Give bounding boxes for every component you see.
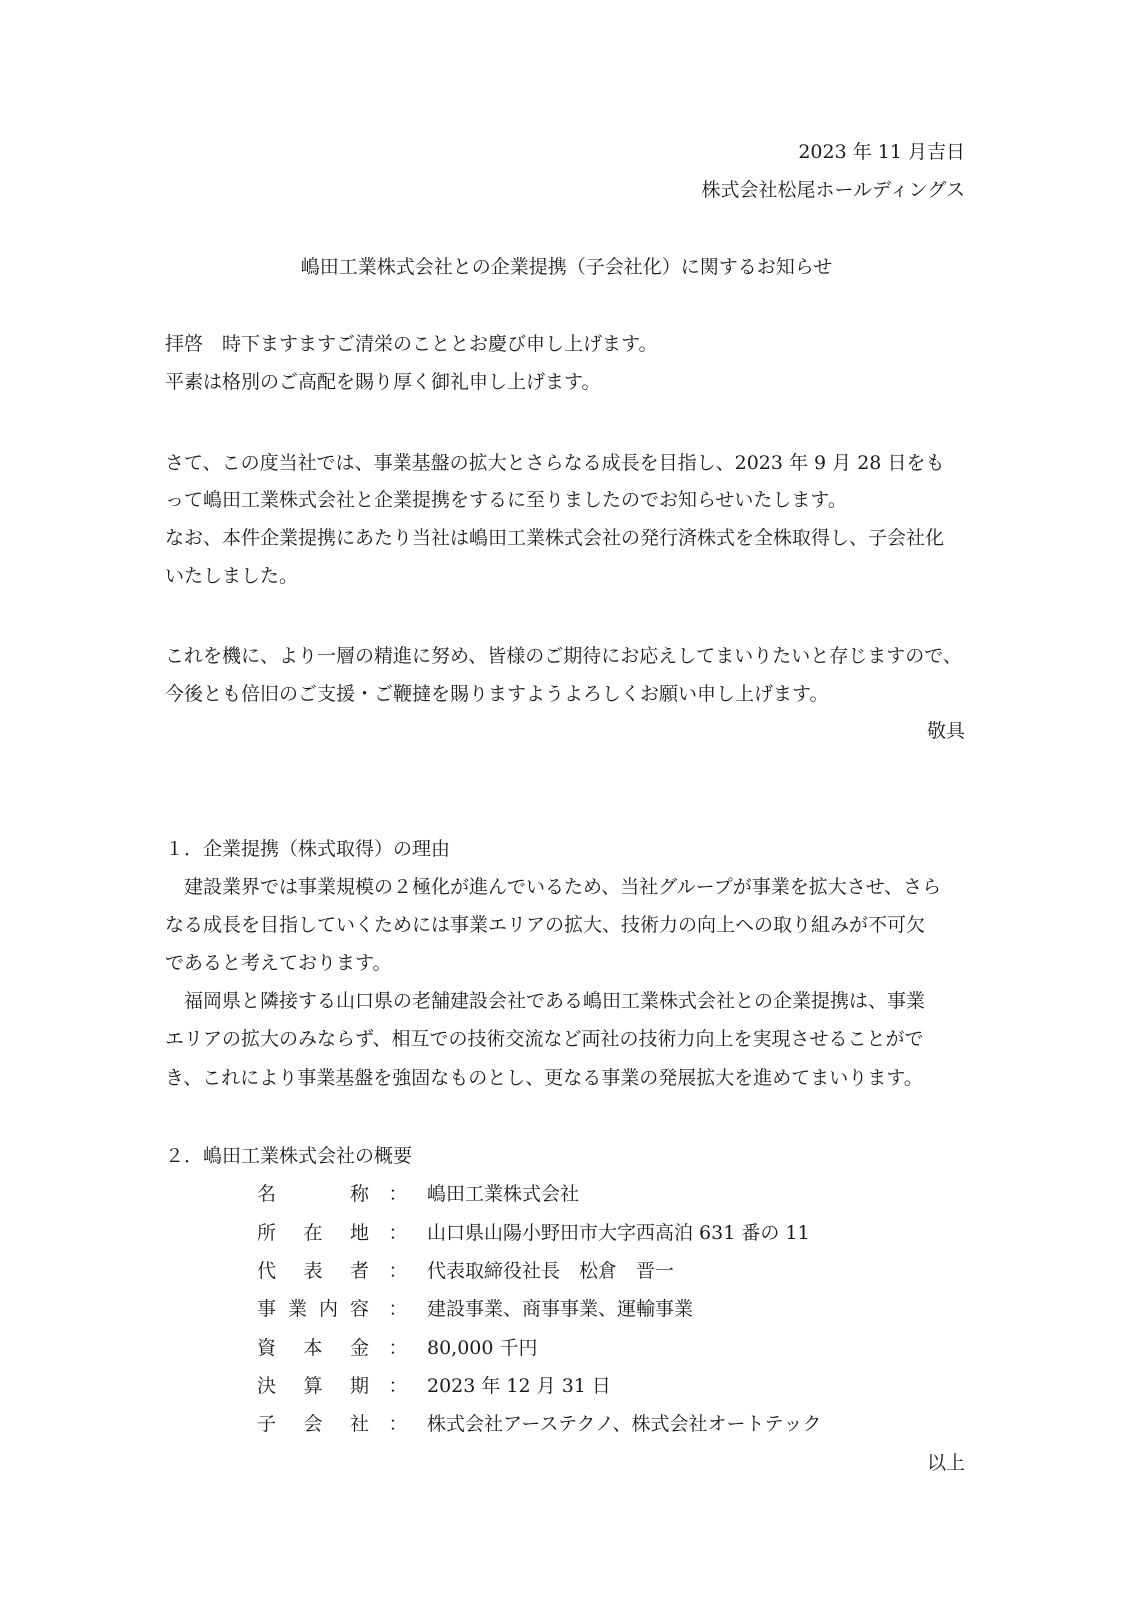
overview-label: 資本金 bbox=[257, 1337, 369, 1359]
overview-separator: ： bbox=[388, 1260, 408, 1282]
overview-row-fiscal bbox=[257, 1373, 611, 1399]
overview-separator: ： bbox=[388, 1298, 408, 1320]
section1-line-3: であると考えております。 bbox=[165, 952, 392, 974]
overview-value: 代表取締役社長 松倉 晋一 bbox=[427, 1260, 675, 1282]
body1-line-2: って嶋田工業株式会社と企業提携をするに至りましたのでお知らせいたします。 bbox=[165, 489, 847, 511]
section1-line-2: なる成長を目指していくためには事業エリアの拡大、技術力の向上への取り組みが不可欠 bbox=[165, 914, 926, 936]
overview-value: 2023 年 12 月 31 日 bbox=[427, 1375, 611, 1397]
overview-label: 決算期 bbox=[257, 1375, 369, 1397]
overview-row-capital bbox=[257, 1335, 538, 1361]
overview-label: 代表者 bbox=[257, 1260, 369, 1282]
greeting-line-1: 拝啓 時下ますますご清栄のこととお慶び申し上げます。 bbox=[165, 333, 658, 355]
overview-separator: ： bbox=[388, 1183, 408, 1205]
section1-line-4: 福岡県と隣接する山口県の老舗建設会社である嶋田工業株式会社との企業提携は、事業 bbox=[165, 990, 926, 1012]
overview-row-subsidiaries bbox=[257, 1411, 821, 1437]
overview-value: 80,000 千円 bbox=[427, 1337, 538, 1359]
greeting-line-2: 平素は格別のご高配を賜り厚く御礼申し上げます。 bbox=[165, 371, 601, 393]
ending-ijou: 以上 bbox=[926, 1452, 965, 1474]
section2-heading: ２．嶋田工業株式会社の概要 bbox=[165, 1145, 413, 1167]
overview-row-name bbox=[257, 1181, 579, 1207]
body2-line-1: これを機に、より一層の精進に努め、皆様のご期待にお応えしてまいりたいと存じますので、 bbox=[165, 645, 962, 667]
issuer-company: 株式会社松尾ホールディングス bbox=[701, 179, 965, 201]
body2-line-2: 今後とも倍旧のご支援・ご鞭撻を賜りますようよろしくお願い申し上げます。 bbox=[165, 683, 829, 705]
document-date: 2023 年 11 月吉日 bbox=[798, 141, 965, 163]
overview-value: 山口県山陽小野田市大字西高泊 631 番の 11 bbox=[427, 1222, 810, 1244]
overview-label: 名称 bbox=[257, 1183, 369, 1205]
closing-keigu: 敬具 bbox=[926, 720, 965, 742]
overview-row-representative bbox=[257, 1258, 674, 1284]
overview-separator: ： bbox=[388, 1375, 408, 1397]
overview-value: 建設事業、商事事業、運輸事業 bbox=[427, 1298, 694, 1320]
overview-value: 株式会社アーステクノ、株式会社オートテック bbox=[427, 1413, 822, 1435]
section1-line-1: 建設業界では事業規模の２極化が進んでいるため、当社グループが事業を拡大させ、さら bbox=[165, 876, 942, 898]
overview-separator: ： bbox=[388, 1413, 408, 1435]
overview-separator: ： bbox=[388, 1337, 408, 1359]
body1-line-4: いたしました。 bbox=[165, 565, 299, 587]
overview-label: 所在地 bbox=[257, 1222, 369, 1244]
overview-separator: ： bbox=[388, 1222, 408, 1244]
overview-row-address bbox=[257, 1220, 810, 1246]
section1-heading: １．企業提携（株式取得）の理由 bbox=[165, 838, 451, 860]
body1-line-3: なお、本件企業提携にあたり当社は嶋田工業株式会社の発行済株式を全株取得し、子会社化 bbox=[165, 527, 945, 549]
document-title: 嶋田工業株式会社との企業提携（子会社化）に関するお知らせ bbox=[300, 256, 833, 278]
overview-value: 嶋田工業株式会社 bbox=[427, 1183, 580, 1205]
overview-label: 事業内容 bbox=[257, 1298, 369, 1320]
overview-label: 子会社 bbox=[257, 1413, 369, 1435]
section1-line-5: エリアの拡大のみならず、相互での技術交流など両社の技術力向上を実現させることがで bbox=[165, 1028, 924, 1050]
section1-line-6: き、これにより事業基盤を強固なものとし、更なる事業の発展拡大を進めてまいります。 bbox=[165, 1067, 923, 1089]
body1-line-1: さて、この度当社では、事業基盤の拡大とさらなる成長を目指し、2023 年 9 月 28 日をも bbox=[165, 452, 945, 474]
overview-row-business bbox=[257, 1296, 693, 1322]
